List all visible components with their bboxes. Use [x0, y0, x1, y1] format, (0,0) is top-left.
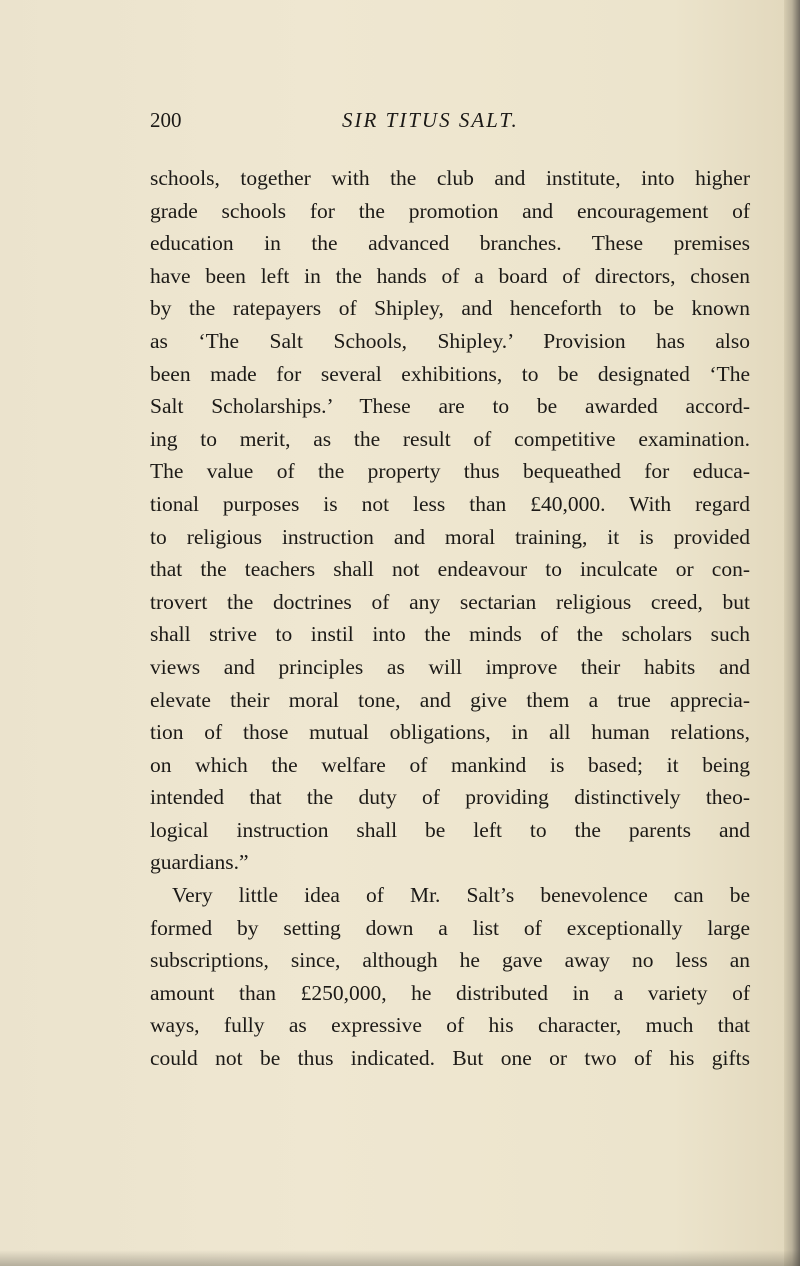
- text-line: subscriptions, since, although he gave away no less an: [150, 948, 750, 973]
- text-line: views and principles as will improve their habits and: [150, 654, 750, 679]
- text-line: been made for several exhibitions, to be designated ‘The: [150, 361, 750, 386]
- body-text: [150, 162, 750, 1075]
- page-header: [150, 108, 750, 138]
- text-line: schools, together with the club and institute, into higher: [150, 166, 750, 190]
- page-edge-shadow: [784, 0, 800, 1266]
- text-line: elevate their moral tone, and give them a true apprecia-: [150, 687, 750, 712]
- text-line: formed by setting down a list of exceptionally large: [150, 915, 750, 940]
- text-line: education in the advanced branches. These premises: [150, 231, 750, 256]
- running-title: SIR TITUS SALT.: [342, 108, 519, 132]
- text-line: shall strive to instil into the minds of the scholars such: [150, 622, 750, 647]
- text-line: that the teachers shall not endeavour to inculcate or con-: [150, 557, 750, 582]
- text-line-paragraph-end: guardians.”: [150, 850, 249, 875]
- text-line: on which the welfare of mankind is based; it being: [150, 752, 750, 777]
- text-line: The value of the property thus bequeathed for educa-: [150, 459, 750, 484]
- text-line: as ‘The Salt Schools, Shipley.’ Provision has also: [150, 328, 750, 353]
- text-line: to religious instruction and moral training, it is provided: [150, 524, 750, 549]
- text-line: Salt Scholarships.’ These are to be awarded accord-: [150, 394, 750, 419]
- text-line: logical instruction shall be left to the parents and: [150, 817, 750, 842]
- text-line: have been left in the hands of a board of directors, chosen: [150, 263, 750, 288]
- text-line: tional purposes is not less than £40,000. With regard: [150, 491, 750, 516]
- text-line: ing to merit, as the result of competitive examination.: [150, 426, 750, 451]
- text-line: ways, fully as expressive of his character, much that: [150, 1013, 750, 1038]
- text-line: intended that the duty of providing distinctively theo-: [150, 785, 750, 810]
- page-number: 200: [150, 108, 182, 132]
- text-line: by the ratepayers of Shipley, and henceforth to be known: [150, 296, 750, 321]
- text-line: amount than £250,000, he distributed in a variety of: [150, 980, 750, 1005]
- text-line: grade schools for the promotion and encouragement of: [150, 198, 750, 223]
- text-line: tion of those mutual obligations, in all human relations,: [150, 720, 750, 745]
- page-bottom-shadow: [0, 1250, 800, 1266]
- text-line: trovert the doctrines of any sectarian religious creed, but: [150, 589, 750, 614]
- text-line-paragraph-start: Very little idea of Mr. Salt’s benevolence can be: [172, 883, 750, 908]
- text-line: could not be thus indicated. But one or two of his gifts: [150, 1046, 750, 1071]
